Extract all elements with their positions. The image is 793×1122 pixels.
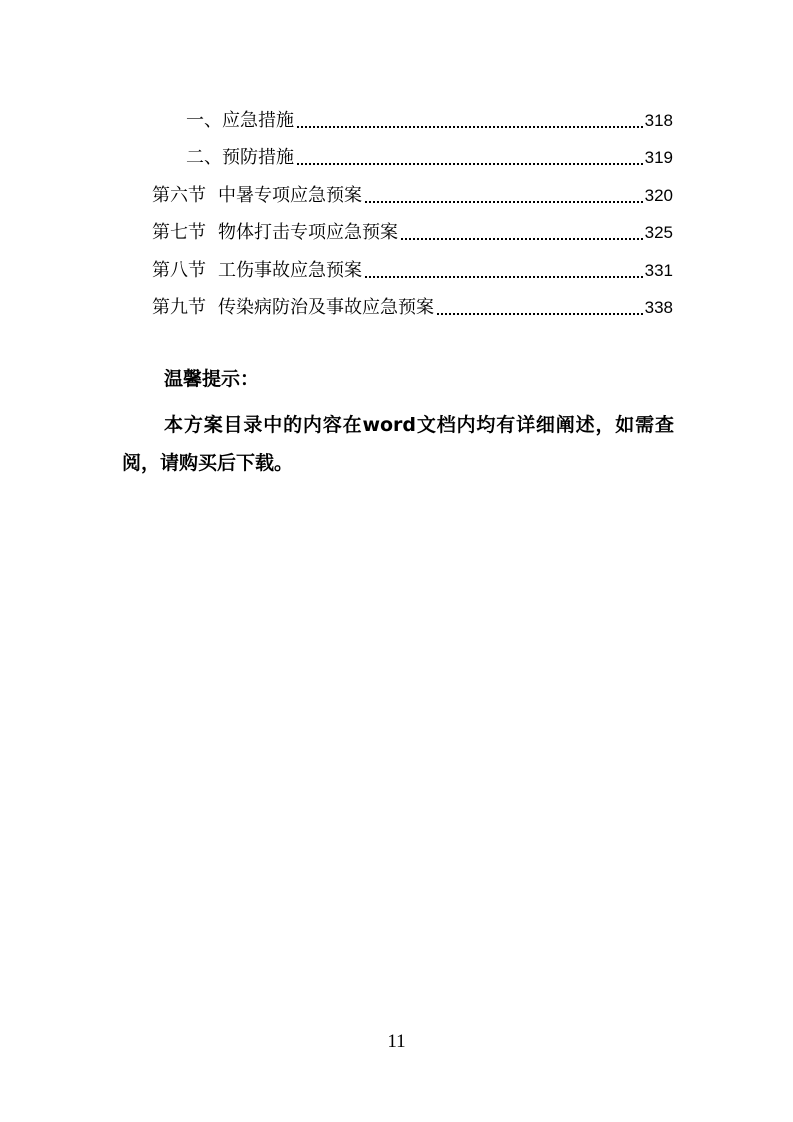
toc-dot-leader (437, 313, 643, 315)
toc-dot-leader (365, 201, 643, 203)
toc-entry-emergency-measures (186, 106, 673, 132)
tip-body-text: 本方案目录中的内容在word文档内均有详细阐述，如需查阅，请购买后下载。 (122, 414, 674, 474)
toc-dot-leader (297, 163, 643, 165)
toc-entry-number: 第六节 (152, 185, 206, 206)
toc-entry-title: 中暑专项应急预案 (218, 185, 362, 206)
toc-entry-page: 325 (644, 223, 673, 242)
toc-entry-number: 第八节 (152, 260, 206, 281)
toc-entry-section-8 (152, 256, 673, 282)
toc-entry-page: 338 (644, 298, 673, 317)
toc-dot-leader (297, 126, 643, 128)
page-number: 11 (387, 1031, 406, 1052)
toc-entry-number: 第九节 (152, 297, 206, 318)
toc-entry-section-7 (152, 218, 673, 244)
toc-entry-page: 331 (644, 261, 673, 280)
toc-entry-prevention-measures (186, 143, 673, 169)
toc-entry-page: 318 (644, 111, 673, 130)
toc-entry-number: 二、 (186, 147, 222, 168)
tip-heading: 温馨提示： (164, 368, 260, 390)
toc-entry-title: 传染病防治及事故应急预案 (218, 297, 434, 318)
toc-entry-title: 应急措施 (222, 110, 294, 131)
toc-entry-title: 预防措施 (222, 147, 294, 168)
toc-dot-leader (401, 238, 643, 240)
toc-entry-page: 320 (644, 186, 673, 205)
toc-entry-section-9 (152, 293, 673, 319)
toc-entry-title: 物体打击专项应急预案 (218, 222, 398, 243)
toc-dot-leader (365, 276, 643, 278)
toc-entry-title: 工伤事故应急预案 (218, 260, 362, 281)
toc-entry-page: 319 (644, 148, 673, 167)
toc-entry-section-6 (152, 181, 673, 207)
toc-entry-number: 第七节 (152, 222, 206, 243)
toc-entry-number: 一、 (186, 110, 222, 131)
